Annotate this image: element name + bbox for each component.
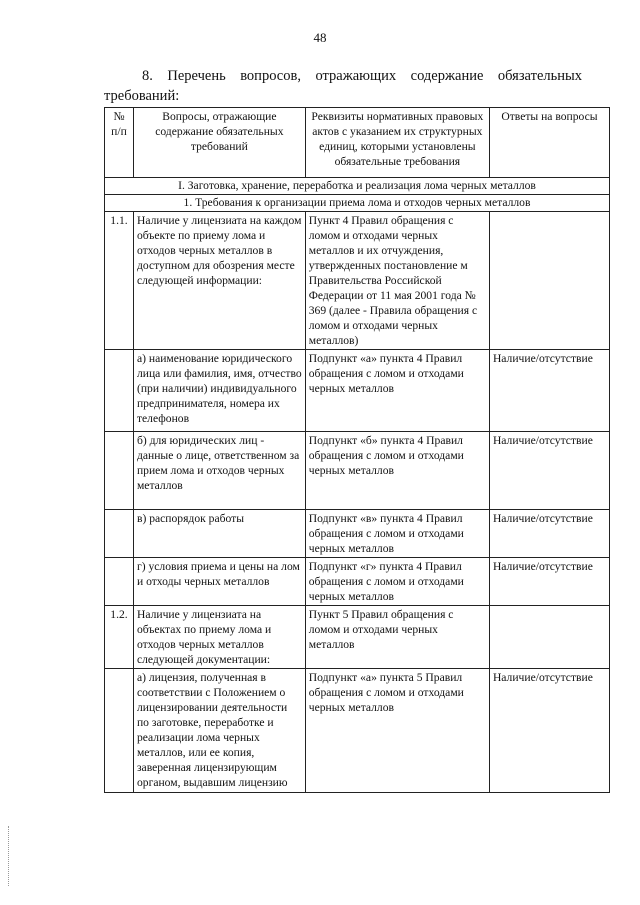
row-answer: Наличие/отсутствие [489,558,609,606]
row-question: Наличие у лицензиата на объектах по приему лома и отходов черных металлов следующей документации: [133,606,305,669]
row-num [105,558,134,606]
row-reference: Подпункт «б» пункта 4 Правил обращения с ломом и отходами черных металлов [305,432,489,510]
heading-line-1: 8. Перечень вопросов, отражающих содержание обязательных [142,68,582,84]
row-reference: Подпункт «г» пункта 4 Правил обращения с ломом и отходами черных металлов [305,558,489,606]
row-reference: Подпункт «в» пункта 4 Правил обращения с ломом и отходами черных металлов [305,510,489,558]
row-answer: Наличие/отсутствие [489,510,609,558]
row-question: а) наименование юридического лица или фамилия, имя, отчество (при наличии) индивидуального предпринимателя, номера их телефонов [133,350,305,432]
row-answer [489,606,609,669]
header-num: № п/п [105,108,134,178]
row-answer: Наличие/отсутствие [489,669,609,793]
section-heading [104,66,582,106]
table-row [105,510,610,558]
row-question: г) условия приема и цены на лом и отходы черных металлов [133,558,305,606]
row-num: 1.2. [105,606,134,669]
table-row [105,432,610,510]
table-header-row [105,108,610,178]
row-question: Наличие у лицензиата на каждом объекте по приему лома и отходов черных металлов в доступном для обозрения месте следующей информации: [133,212,305,350]
row-answer: Наличие/отсутствие [489,432,609,510]
row-num: 1.1. [105,212,134,350]
row-reference: Подпункт «а» пункта 4 Правил обращения с ломом и отходами черных металлов [305,350,489,432]
subsection-title: 1. Требования к организации приема лома и отходов черных металлов [105,195,610,212]
table-row [105,350,610,432]
table-row [105,606,610,669]
row-answer [489,212,609,350]
header-reference: Реквизиты нормативных правовых актов с указанием их структурных единиц, которыми установлены обязательные требования [305,108,489,178]
row-reference: Подпункт «а» пункта 5 Правил обращения с ломом и отходами черных металлов [305,669,489,793]
row-num [105,432,134,510]
page-number: 48 [313,30,327,45]
table-row [105,212,610,350]
table-row [105,558,610,606]
row-reference: Пункт 4 Правил обращения с ломом и отходами черных металлов и их отчуждения, утвержденных постановление м Правительства Российской Федерации от 11 мая 2001 года № 369 (далее - Правила обращения с ломом и отходами черных металлов) [305,212,489,350]
heading-line-2: требований: [104,88,180,104]
header-question: Вопросы, отражающие содержание обязательных требований [133,108,305,178]
row-question: в) распорядок работы [133,510,305,558]
requirements-table [104,107,610,793]
table-row [105,669,610,793]
row-num [105,669,134,793]
section-row [105,178,610,195]
row-reference: Пункт 5 Правил обращения с ломом и отходами черных металлов [305,606,489,669]
section-title: I. Заготовка, хранение, переработка и реализация лома черных металлов [105,178,610,195]
subsection-row [105,195,610,212]
margin-scan-marks [8,826,13,886]
row-num [105,350,134,432]
row-answer: Наличие/отсутствие [489,350,609,432]
row-question: а) лицензия, полученная в соответствии с Положением о лицензировании деятельности по заготовке, переработке и реализации лома черных металлов, или ее копия, заверенная лицензирующим органом, выдавшим лицензию [133,669,305,793]
header-answer: Ответы на вопросы [489,108,609,178]
row-question: б) для юридических лиц - данные о лице, ответственном за прием лома и отходов черных металлов [133,432,305,510]
row-num [105,510,134,558]
